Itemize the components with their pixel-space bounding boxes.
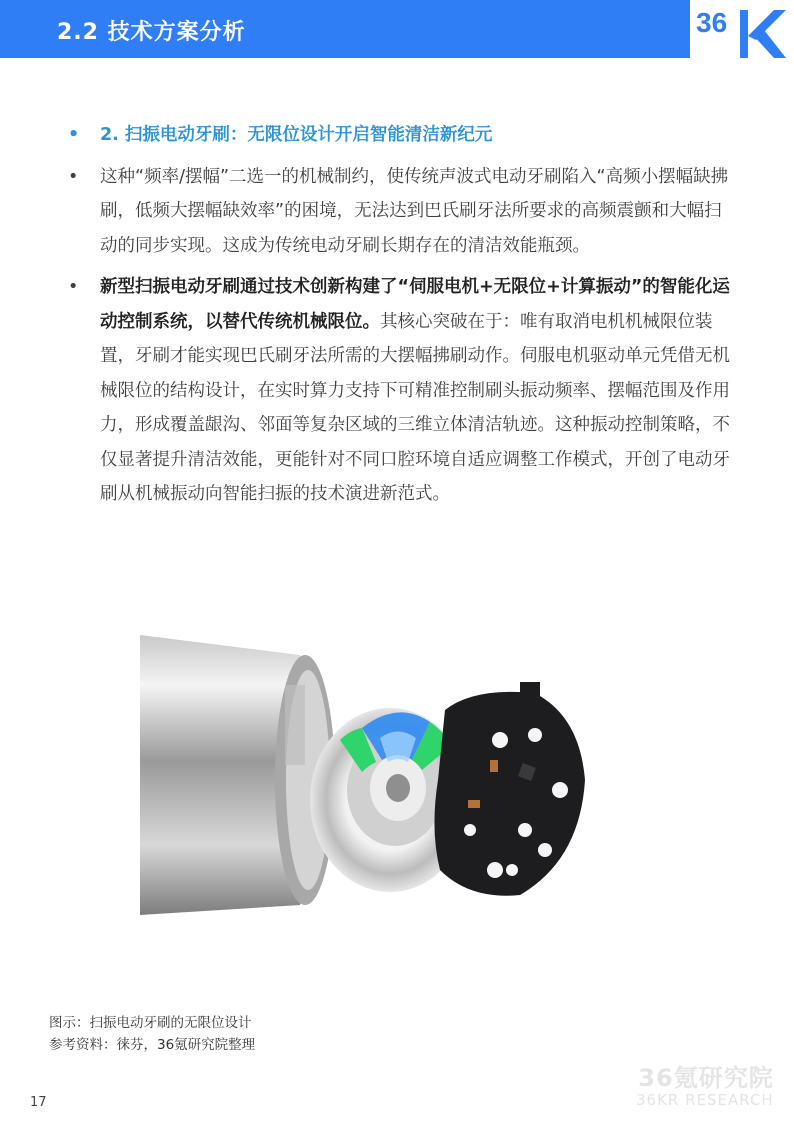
bullet-heading bbox=[68, 118, 738, 153]
bullet-paragraph-1 bbox=[68, 160, 738, 264]
logo-36kr bbox=[690, 0, 794, 58]
content-bullets bbox=[68, 118, 738, 519]
page-number: 17 bbox=[30, 1095, 47, 1110]
bullet-dot: • bbox=[68, 125, 80, 145]
heading-text: 2. 扫振电动牙刷：无限位设计开启智能清洁新纪元 bbox=[100, 125, 493, 145]
motor-body bbox=[140, 635, 335, 915]
caption-text: 图示：扫振电动牙刷的无限位设计 bbox=[49, 1015, 252, 1031]
watermark-en: 36KR RESEARCH bbox=[636, 1091, 774, 1109]
section-title: 2.2 技术方案分析 bbox=[57, 20, 246, 45]
paragraph-2-bold: 新型扫振电动牙刷通过技术创新构建了“伺服电机+无限位+计算振动”的智能化运动控制系统，以替代传统机械限位。 bbox=[100, 277, 730, 332]
watermark-cn: 36氪研究院 bbox=[638, 1064, 774, 1092]
bullet-dot: • bbox=[68, 277, 79, 297]
paragraph-1-text: 这种“频率/摆幅”二选一的机械制约，使传统声波式电动牙刷陷入“高频小摆幅缺拂刷，低频大摆幅缺效率”的困境，无法达到巴氏刷牙法所要求的高频震颤和大幅扫动的同步实现。这成为传统电动牙刷长期存在的清洁效能瓶颈。 bbox=[100, 166, 729, 256]
motor-illustration bbox=[140, 630, 660, 920]
figure-caption bbox=[49, 1012, 255, 1056]
bullet-dot: • bbox=[68, 166, 79, 187]
bullet-paragraph-2 bbox=[68, 270, 738, 512]
watermark bbox=[636, 1058, 774, 1109]
source-text: 参考资料：徕芬，36氪研究院整理 bbox=[49, 1037, 256, 1053]
header-bar bbox=[0, 0, 700, 58]
paragraph-2-text: 其核心突破在于：唯有取消电机机械限位装置，牙刷才能实现巴氏刷牙法所需的大摆幅拂刷动作。伺服电机驱动单元凭借无机械限位的结构设计，在实时算力支持下可精准控制刷头振动频率、摆幅范围及作用力，形成覆盖龈沟、邻面等复杂区域的三维立体清洁轨迹。这种振动控制策略，不仅显著提升清洁效能，更能针对不同口腔环境自适应调整工作模式，开创了电动牙刷从机械振动向智能扫振的技术演进新范式。 bbox=[100, 311, 730, 504]
svg-text:36: 36 bbox=[696, 7, 728, 38]
circuit-board bbox=[434, 682, 585, 896]
